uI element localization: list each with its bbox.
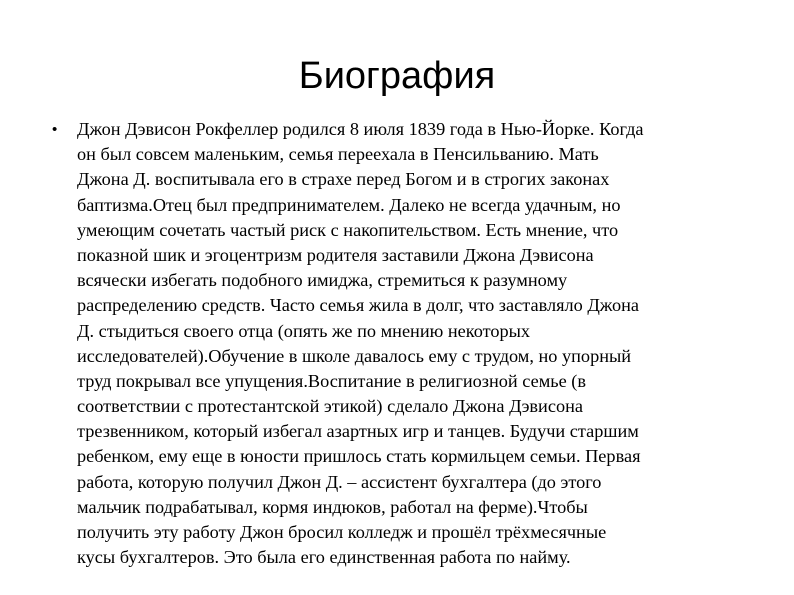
paragraph-line: Д. стыдиться своего отца (опять же по мнению некоторых xyxy=(77,320,531,341)
biography-paragraph xyxy=(77,117,777,570)
paragraph-line: всячески избегать подобного имиджа, стремиться к разумному xyxy=(77,270,568,291)
paragraph-line: Джона Д. воспитывала его в страхе перед Богом и в строгих законах xyxy=(77,169,610,190)
paragraph-line: Джон Дэвисон Рокфеллер родился 8 июля 1839 года в Нью-Йорке. Когда xyxy=(77,119,644,139)
paragraph-line: труд покрывал все упущения.Воспитание в религиозной семье (в xyxy=(77,370,587,391)
paragraph-line: получить эту работу Джон бросил колледж и прошёл трёхмесячные xyxy=(77,522,607,542)
paragraph-line: исследователей).Обучение в школе давалось ему с трудом, но упорный xyxy=(77,345,632,366)
paragraph-line: он был совсем маленьким, семья переехала в Пенсильванию. Мать xyxy=(77,144,599,165)
paragraph-line: баптизма.Отец был предпринимателем. Далеко не всегда удачным, но xyxy=(77,194,621,215)
paragraph-line: умеющим сочетать частый риск с накопительством. Есть мнение, что xyxy=(77,219,619,240)
paragraph-line: мальчик подрабатывал, кормя индюков, работал на ферме).Чтобы xyxy=(77,496,588,517)
paragraph-line: трезвенником, который избегал азартных игр и танцев. Будучи старшим xyxy=(77,421,639,442)
paragraph-line: соответствии с протестантской этикой) сделало Джона Дэвисона xyxy=(77,396,583,417)
bullet-marker: • xyxy=(52,121,58,138)
paragraph-line: кусы бухгалтеров. Это была его единственная работа по найму. xyxy=(77,547,571,568)
paragraph-line: показной шик и эгоцентризм родителя заставили Джона Дэвисона xyxy=(77,244,594,265)
paragraph-line: распределению средств. Часто семья жила в долг, что заставляло Джона xyxy=(77,295,640,316)
paragraph-line: работа, которую получил Джон Д. – ассистент бухгалтера (до этого xyxy=(77,471,602,492)
slide-title: Биография xyxy=(298,55,496,97)
paragraph-line: ребенком, ему еще в юности пришлось стать кормильцем семьи. Первая xyxy=(77,446,641,467)
